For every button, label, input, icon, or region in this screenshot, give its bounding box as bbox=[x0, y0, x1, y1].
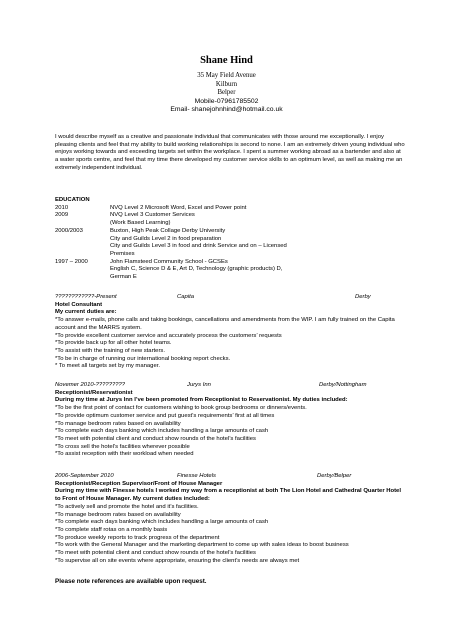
duty-item: *To provide back up for all other hotel teams. bbox=[55, 340, 172, 347]
personal-summary bbox=[55, 134, 405, 173]
duty-item: *To supervise all on site events where appropriate, ensuring the client’s needs are always met bbox=[55, 557, 300, 564]
duty-item: *To meet with potential client and conduct show rounds of the hotel’s facilities bbox=[55, 435, 256, 442]
duty-item: *To provide optimum customer service and put guest’s requirements’ first at all times bbox=[55, 412, 275, 419]
candidate-name: Shane Hind bbox=[200, 55, 253, 66]
job-header bbox=[55, 473, 405, 481]
cv-header bbox=[0, 54, 453, 115]
education-year: 1997 – 2000 bbox=[55, 258, 88, 265]
job-location: Derby bbox=[355, 294, 371, 300]
education-heading: EDUCATION bbox=[55, 197, 90, 203]
job-employer: Finesse Hotels bbox=[177, 473, 216, 479]
education-detail: Buxton, High Peak Collage Derby University bbox=[110, 227, 226, 234]
duty-item: *To actively sell and promote the hotel and it’s facilities. bbox=[55, 503, 199, 510]
duty-item: *To cross sell the hotel’s facilities wherever possible bbox=[55, 443, 190, 450]
education-row bbox=[55, 205, 405, 213]
address-line-2: Kilburn bbox=[215, 80, 238, 88]
education-detail: John Flamsteed Community School - GCSEs bbox=[110, 258, 228, 265]
job-title: Receptionist/Reservationist bbox=[55, 389, 133, 396]
duty-item: *To assist reception with their workload when needed bbox=[55, 451, 194, 458]
duty-item: * To meet all targets set by my manager. bbox=[55, 363, 160, 370]
job-employer: Jurys Inn bbox=[187, 382, 211, 388]
duty-item: *To produce weekly reports to track progress of the department bbox=[55, 534, 220, 541]
job-dates: ????????????-Present bbox=[55, 294, 117, 300]
job-location: Derby/Nottingham bbox=[319, 382, 367, 388]
duties-heading: My current duties are: bbox=[55, 309, 117, 316]
job-dates: Novemer 2010-????????? bbox=[55, 382, 126, 388]
job-title: Hotel Consultant bbox=[55, 301, 103, 308]
education-year: 2010 bbox=[55, 204, 69, 211]
duty-item: *To be the first point of contact for customers wishing to book group bedrooms or dinners/events. bbox=[55, 405, 307, 412]
education-row bbox=[55, 228, 405, 259]
duty-item: *To provide excellent customer service and accurately process the customers’ requests bbox=[55, 332, 282, 339]
duty-item: *To answer e-mails, phone calls and taking bookings, cancellations and amendments from the WIP. I am fully trained on the Capita account and the MARRS system. bbox=[55, 317, 395, 331]
job-title: Receptionist/Reception Supervisor/Front of House Manager bbox=[55, 480, 223, 487]
education-detail: City and Guilds Level 3 in food and drink Service and on – Licensed bbox=[110, 243, 287, 250]
duties-heading: During my time with Finesse hotels I worked my way from a receptionist at both The Lion Hotel and Cathedral Quarter Hotel to Front of House Manager. My current duties included: bbox=[55, 488, 401, 503]
education-row bbox=[55, 259, 405, 282]
email-address: Email- shanejohnhind@hotmail.co.uk bbox=[170, 106, 283, 114]
references-note: Please note references are available upon request. bbox=[55, 578, 207, 585]
mobile-number: Mobile-07961785502 bbox=[194, 97, 259, 105]
duty-item: *To complete staff rotas on a monthly basis bbox=[55, 526, 168, 533]
education-detail: English C, Science D & E, Art D, Technology (graphic products) D, bbox=[110, 266, 283, 273]
job-header bbox=[55, 294, 405, 302]
address-line-1: 35 May Field Avenue bbox=[197, 72, 256, 79]
duty-item: *To complete each days banking which includes handling a large amounts of cash bbox=[55, 519, 269, 526]
education-year: 2000/2003 bbox=[55, 227, 83, 234]
education-detail: Premises bbox=[110, 250, 135, 257]
job-dates: 2006-September 2010 bbox=[55, 473, 114, 479]
duty-item: *To manage bedroom rates based on availability bbox=[55, 420, 181, 427]
education-detail: City and Guilds Level 2 in food preparation bbox=[110, 235, 222, 242]
education-detail: NVQ Level 3 Customer Services bbox=[110, 212, 195, 219]
duty-item: *To be in charge of running our international booking report checks. bbox=[55, 355, 231, 362]
job-employer: Capita bbox=[177, 294, 195, 300]
duties-heading: During my time at Jurys Inn I’ve been promoted from Receptionist to Reservationist. My duties included: bbox=[55, 397, 348, 404]
education-detail: NVQ Level 2 Microsoft Word, Excel and Power point bbox=[110, 204, 247, 211]
job-finesse-hotels bbox=[55, 473, 405, 565]
duty-item: *To meet with potential client and conduct show rounds of the hotel’s facilities bbox=[55, 550, 256, 557]
duty-item: *To work with the General Manager and the marketing department to come up with sales ideas to boost business bbox=[55, 542, 349, 549]
job-location: Derby/Belper bbox=[317, 473, 352, 479]
education-year: 2009 bbox=[55, 212, 69, 219]
education-detail: German E bbox=[110, 274, 137, 281]
job-capita bbox=[55, 294, 405, 371]
education-row bbox=[55, 212, 405, 227]
job-header bbox=[55, 382, 405, 390]
duty-item: *To complete each days banking which includes handling a large amounts of cash bbox=[55, 428, 269, 435]
summary-text: I would describe myself as a creative and passionate individual that communicates with those around me exceptionally. I enjoy pleasing clients and feel that my ability to build working relationships is second to none. I am an extremely driven young individual who enjoys working towards and exceeding targets set within the workplace. I spent a summer working abroad as a bartender and also at a water sports centre, and feel that my time there developed my customer service skills to an optimum level, as well as making me an extremely independent individual. bbox=[55, 134, 405, 171]
duty-item: *To assist with the training of new starters. bbox=[55, 347, 166, 354]
job-jurys-inn bbox=[55, 382, 405, 459]
education-section bbox=[55, 197, 405, 282]
address-line-3: Belper bbox=[217, 89, 236, 97]
education-detail: (Work Based Learning) bbox=[110, 220, 171, 227]
duty-item: *To manage bedroom rates based on availability bbox=[55, 511, 181, 518]
